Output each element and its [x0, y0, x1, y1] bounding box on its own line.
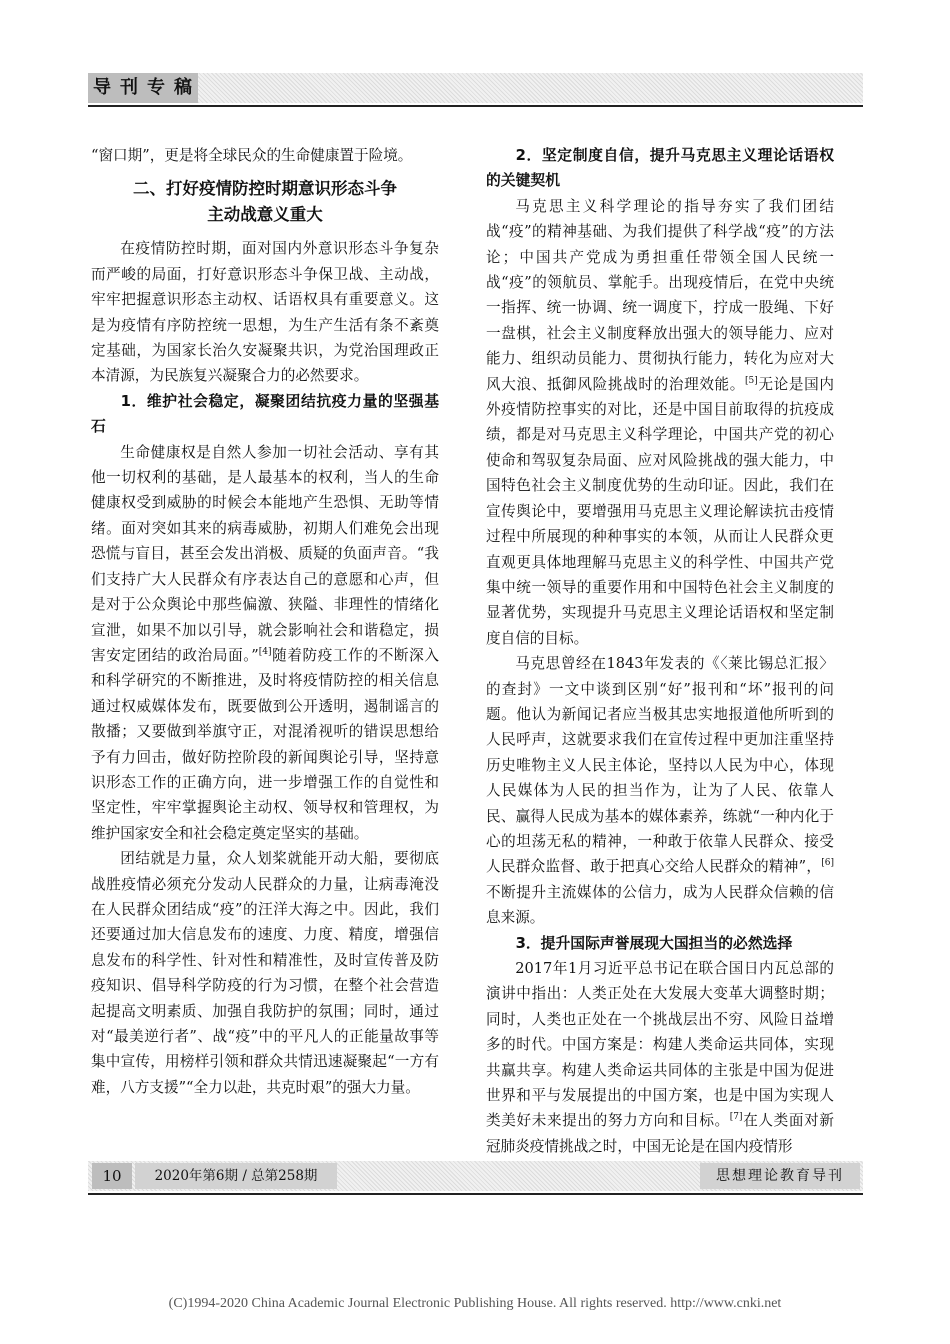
paragraph: [486, 651, 834, 930]
text-run: 马克思主义科学理论的指导夯实了我们团结战“疫”的精神基础、为我们提供了科学战“疫”的方法论；中国共产党成为勇担重任带领全国人民统一战“疫”的领航员、掌舵手。出现疫情后，在党中央统一指挥、统一协调、统一调度下，拧成一股绳、下好一盘棋，社会主义制度释放出强大的领导能力、应对能力、组织动员能力、贯彻执行能力，转化为应对大风大浪、抵御风险挑战时的治理效能。: [486, 197, 834, 393]
text-run: 随着防疫工作的不断深入和科学研究的不断推进，及时将疫情防控的相关信息通过权威媒体发布，既要做到公开透明，遏制谣言的散播；又要做到举旗守正，对混淆视听的错误思想给予有力回击，做好防控阶段的新闻舆论引导，坚持意识形态工作的正确方向，进一步增强工作的自觉性和坚定性，牢牢掌握舆论主动权、领导权和管理权，为维护国家安全和社会稳定奠定坚实的基础。: [91, 646, 439, 842]
paragraph: 团结就是力量，众人划桨就能开动大船，要彻底战胜疫情必须充分发动人民群众的力量，让病毒淹没在人民群众团结成“疫”的汪洋大海之中。因此，我们还要通过加大信息发布的速度、力度、精度，增强信息发布的科学性、针对性和精准性，及时宣传普及防疫知识、倡导科学防疫的行为习惯，在整个社会营造起提高文明素质、加强自我防护的氛围；同时，通过对“最美逆行者”、战“疫”中的平凡人的正能量故事等集中宣传，用榜样引领和群众共情迅速凝聚起“一方有难，八方支援”“全力以赴，共克时艰”的强大力量。: [91, 850, 439, 1096]
paragraph: [486, 956, 834, 1159]
text-run: 无论是国内外疫情防控事实的对比，还是中国目前取得的抗疫成绩，都是对马克思主义科学理论，中国共产党的初心使命和驾驭复杂局面、应对风险挑战的强大能力，中国特色社会主义制度优势的生动印证。因此，我们在宣传舆论中，要增强用马克思主义理论解读抗击疫情过程中所展现的种种事实的本领，从而让人民群众更直观更具体地理解马克思主义的科学性、中国共产党集中统一领导的重要作用和中国特色社会主义制度的显著优势，实现提升马克思主义理论话语权和坚定制度自信的目标。: [486, 375, 834, 647]
paragraph-intro: “窗口期”，更是将全球民众的生命健康置于险境。: [91, 147, 413, 164]
text-run: 不断提升主流媒体的公信力，成为人民群众信赖的信息来源。: [486, 883, 834, 927]
subheading-2: 2．坚定制度自信，提升马克思主义理论话语权的关键契机: [486, 147, 834, 190]
subheading-3: 3．提升国际声誉展现大国担当的必然选择: [515, 934, 793, 952]
section-heading-line-2: 主动战意义重大: [207, 205, 323, 225]
page-number: 10: [92, 1163, 132, 1189]
section-title: 导刊专稿: [93, 77, 201, 98]
subheading-1: 1．维护社会稳定，凝聚团结抗疫力量的坚强基石: [91, 392, 439, 436]
text-run: 生命健康权是自然人参加一切社会活动、享有其他一切权利的基础，是人最基本的权利，当人的生命健康权受到威胁的时候会本能地产生恐惧、无助等情绪。面对突如其来的病毒威胁，初期人们难免会出现恐慌与盲目，甚至会发出消极、质疑的负面声音。“我们支持广大人民群众有序表达自己的意愿和心声，但是对于公众舆论中那些偏激、狭隘、非理性的情绪化宣泄，如果不加以引导，就会影响社会和谐稳定，损害安定团结的政治局面。”: [91, 443, 439, 664]
paragraph: [91, 440, 439, 847]
citation-ref: [7]: [729, 1112, 743, 1123]
text-run: 马克思曾经在1843年发表的《〈莱比锡总汇报〉的查封》一文中谈到区别“好”报刊和“坏”报刊的问题。他认为新闻记者应当极其忠实地报道他所听到的人民呼声，这就要求我们在宣传过程中更加注重坚持历史唯物主义人民主体论，坚持以人民为中心，体现人民媒体为人民的担当作为，让为了人民、依靠人民、赢得人民成为基本的媒体素养，练就“一种内化于心的坦荡无私的精神，一种敢于依靠人民群众、接受人民群众监督、敢于把真心交给人民群众的精神”，: [486, 655, 834, 876]
section-heading-2: [91, 176, 439, 228]
right-column: [486, 143, 834, 1159]
section-heading-line-1: 二、打好疫情防控时期意识形态斗争: [133, 179, 397, 199]
citation-ref: [5]: [745, 375, 758, 386]
left-column: [91, 143, 439, 1100]
footer-rule: [88, 1193, 863, 1195]
copyright-notice: (C)1994-2020 China Academic Journal Electronic Publishing House. All rights reserved. http://www.cnki.net: [168, 1296, 782, 1311]
text-run: 2017年1月习近平总书记在联合国日内瓦总部的演讲中指出：人类正处在大发展大变革大调整时期；同时，人类也正处在一个挑战层出不穷、风险日益增多的时代。中国方案是：构建人类命运共同体，实现共赢共享。构建人类命运共同体的主张是中国为促进世界和平与发展提出的中国方案，也是中国为实现人类美好未来提出的努力方向和目标。: [486, 960, 834, 1130]
header-rule: [88, 105, 863, 107]
paragraph: [486, 194, 834, 651]
journal-name: 思想理论教育导刊: [700, 1163, 860, 1189]
citation-ref: [4]: [258, 647, 272, 658]
citation-ref: [6]: [821, 858, 834, 869]
text-run: 在人类面对新冠肺炎疫情挑战之时，中国无论是在国内疫情形: [486, 1112, 834, 1155]
header-band: [88, 73, 863, 103]
issue-info: 2020年第6期 / 总第258期: [135, 1163, 337, 1189]
paragraph: 在疫情防控时期，面对国内外意识形态斗争复杂而严峻的局面，打好意识形态斗争保卫战、主动战，牢牢把握意识形态主动权、话语权具有重要意义。这是为疫情有序防控统一思想，为生产生活有条不紊奠定基础，为国家长治久安凝聚共识，为党治国理政正本清源，为民族复兴凝聚合力的必然要求。: [91, 240, 439, 385]
